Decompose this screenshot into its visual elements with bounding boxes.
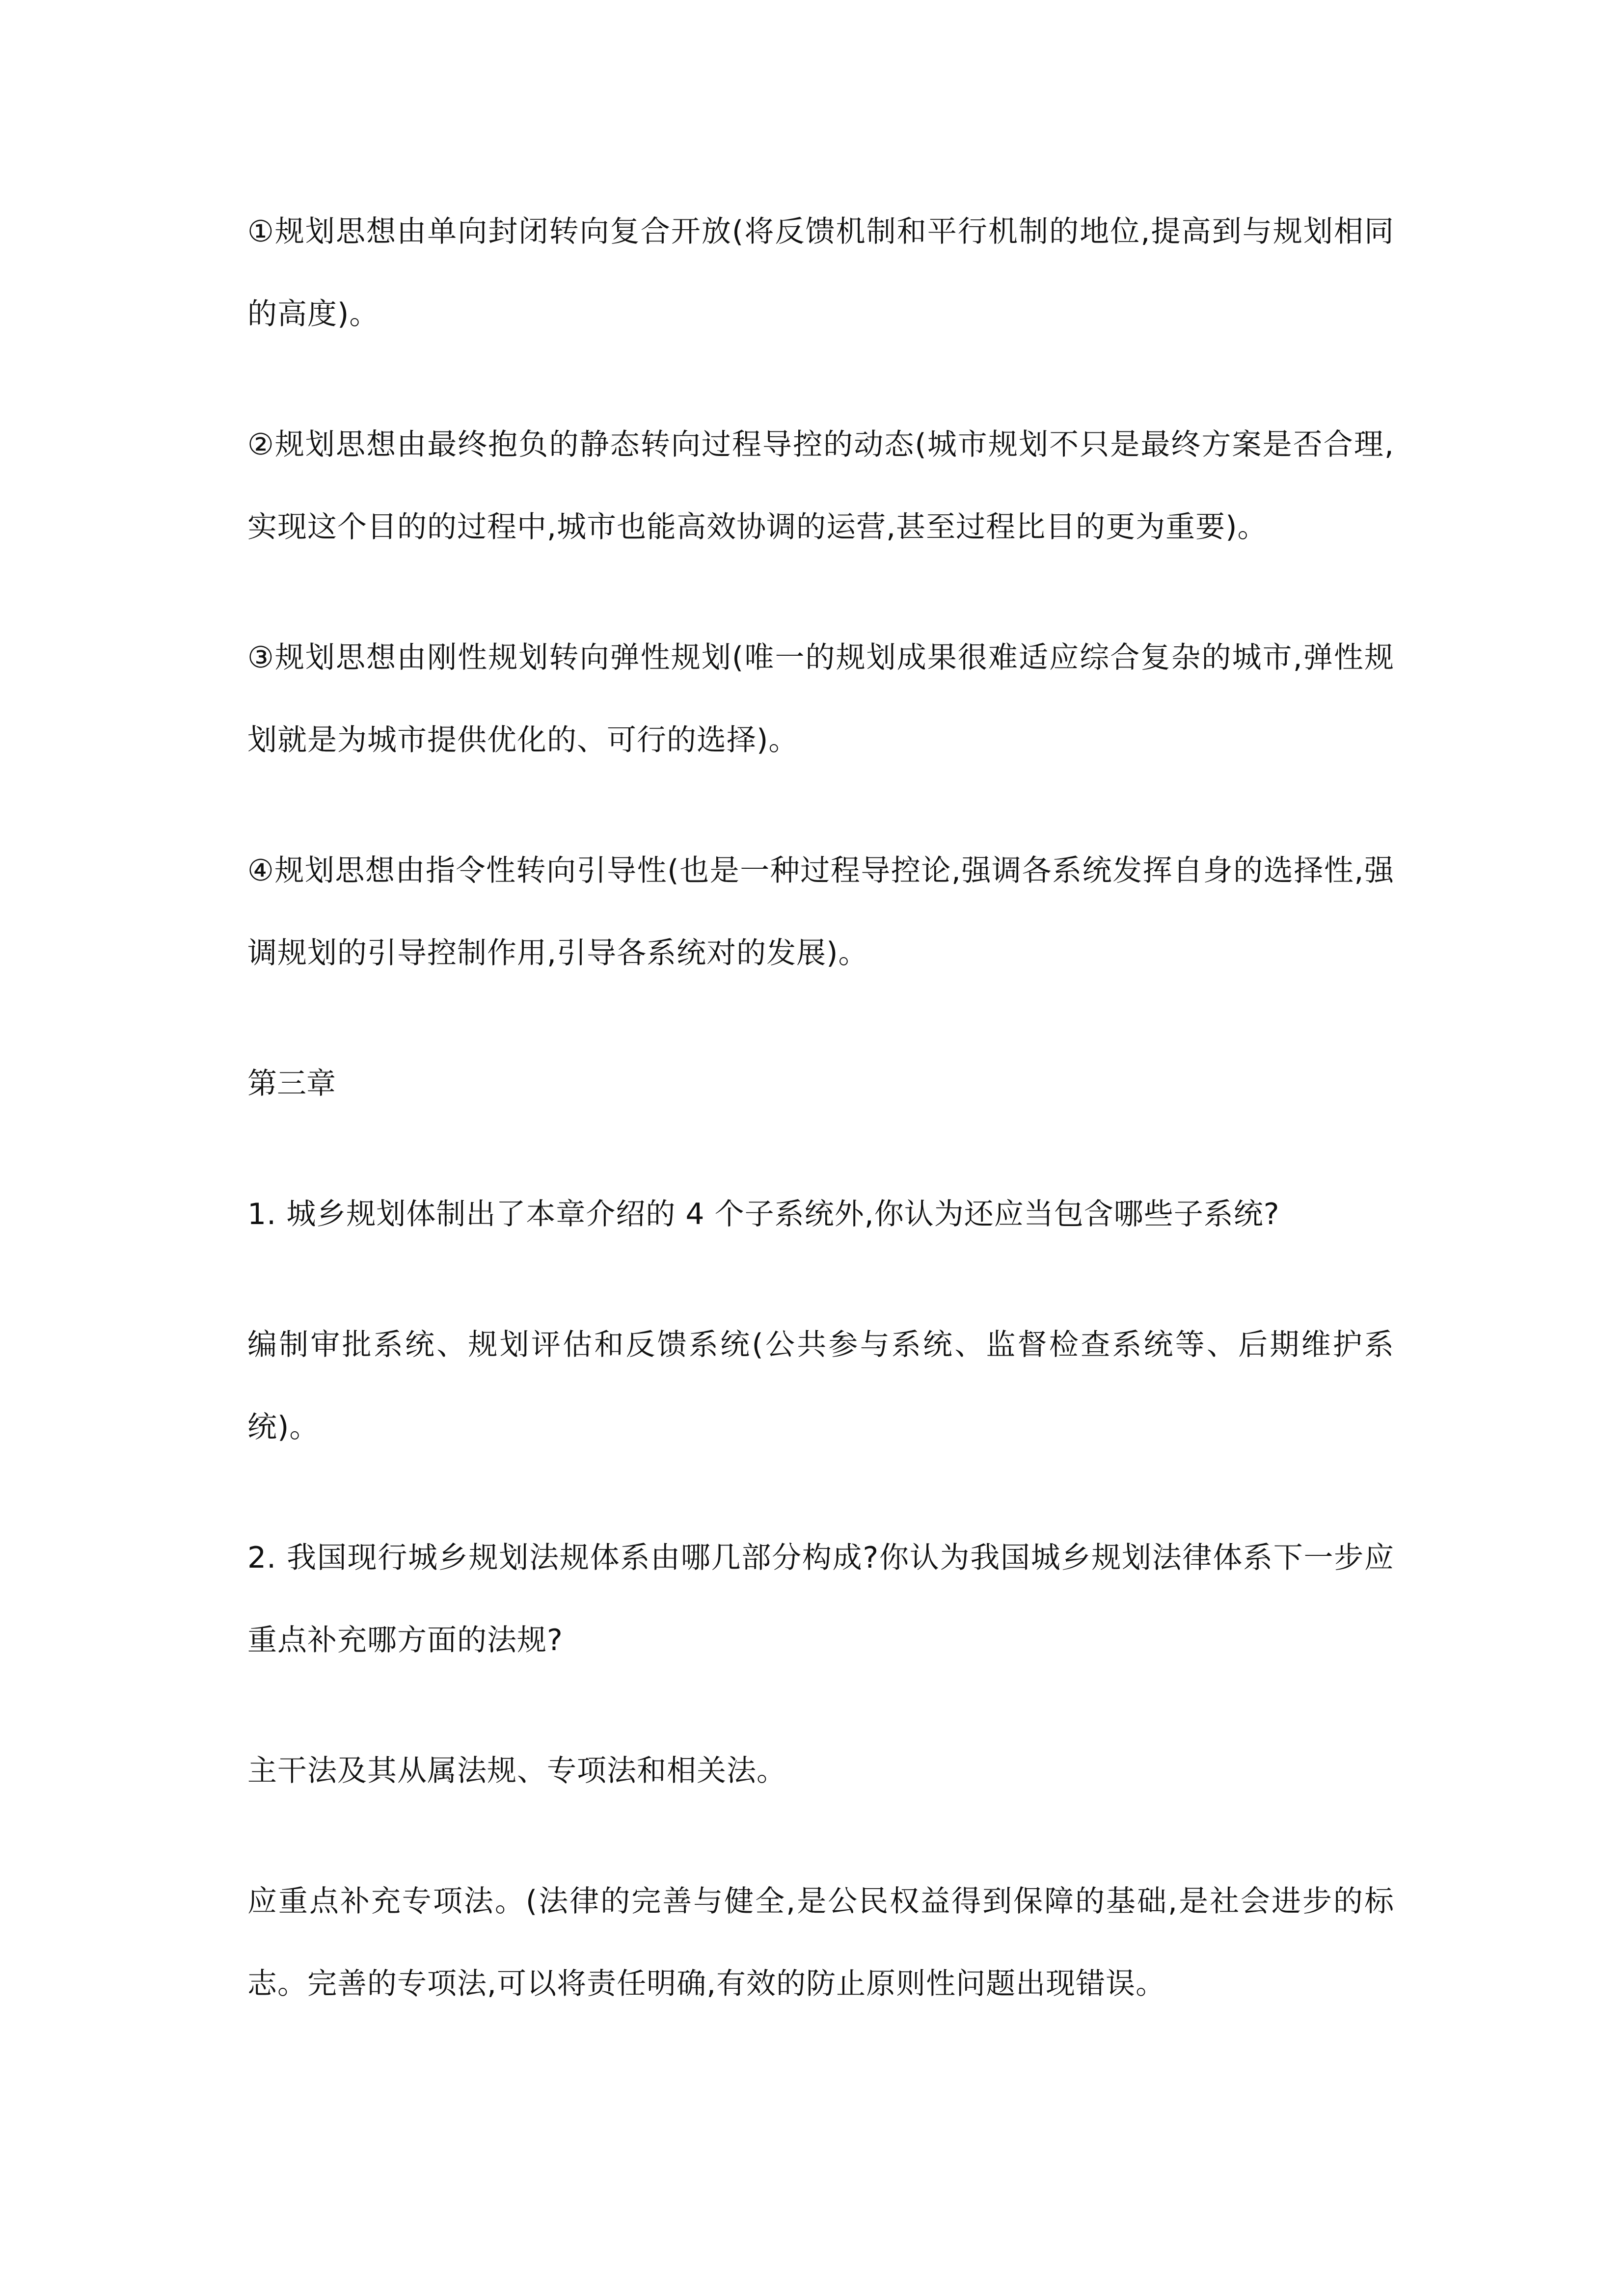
paragraph-4: ④规划思想由指令性转向引导性(也是一种过程导控论,强调各系统发挥自身的选择性,强调规划的引导控制作用,引导各系统对的发展)。: [247, 854, 1394, 970]
answer-2b: 应重点补充专项法。(法律的完善与健全,是公民权益得到保障的基础,是社会进步的标志。完善的专项法,可以将责任明确,有效的防止原则性问题出现错误。: [247, 1884, 1394, 2001]
document-body: [247, 190, 1394, 2073]
question-1: 1. 城乡规划体制出了本章介绍的 4 个子系统外,你认为还应当包含哪些子系统?: [247, 1197, 1280, 1231]
chapter-title: 第三章: [247, 1067, 336, 1101]
paragraph-1: ①规划思想由单向封闭转向复合开放(将反馈机制和平行机制的地位,提高到与规划相同的高度)。: [247, 214, 1394, 331]
paragraph-3: ③规划思想由刚性规划转向弹性规划(唯一的规划成果很难适应综合复杂的城市,弹性规划就是为城市提供优化的、可行的选择)。: [247, 641, 1394, 757]
paragraph-2: ②规划思想由最终抱负的静态转向过程导控的动态(城市规划不只是最终方案是否合理,实现这个目的的过程中,城市也能高效协调的运营,甚至过程比目的更为重要)。: [247, 427, 1394, 544]
answer-2a: 主干法及其从属法规、专项法和相关法。: [247, 1754, 786, 1788]
answer-1: 编制审批系统、规划评估和反馈系统(公共参与系统、监督检查系统等、后期维护系统)。: [247, 1328, 1394, 1444]
question-2: 2. 我国现行城乡规划法规体系由哪几部分构成?你认为我国城乡规划法律体系下一步应重点补充哪方面的法规?: [247, 1541, 1394, 1657]
